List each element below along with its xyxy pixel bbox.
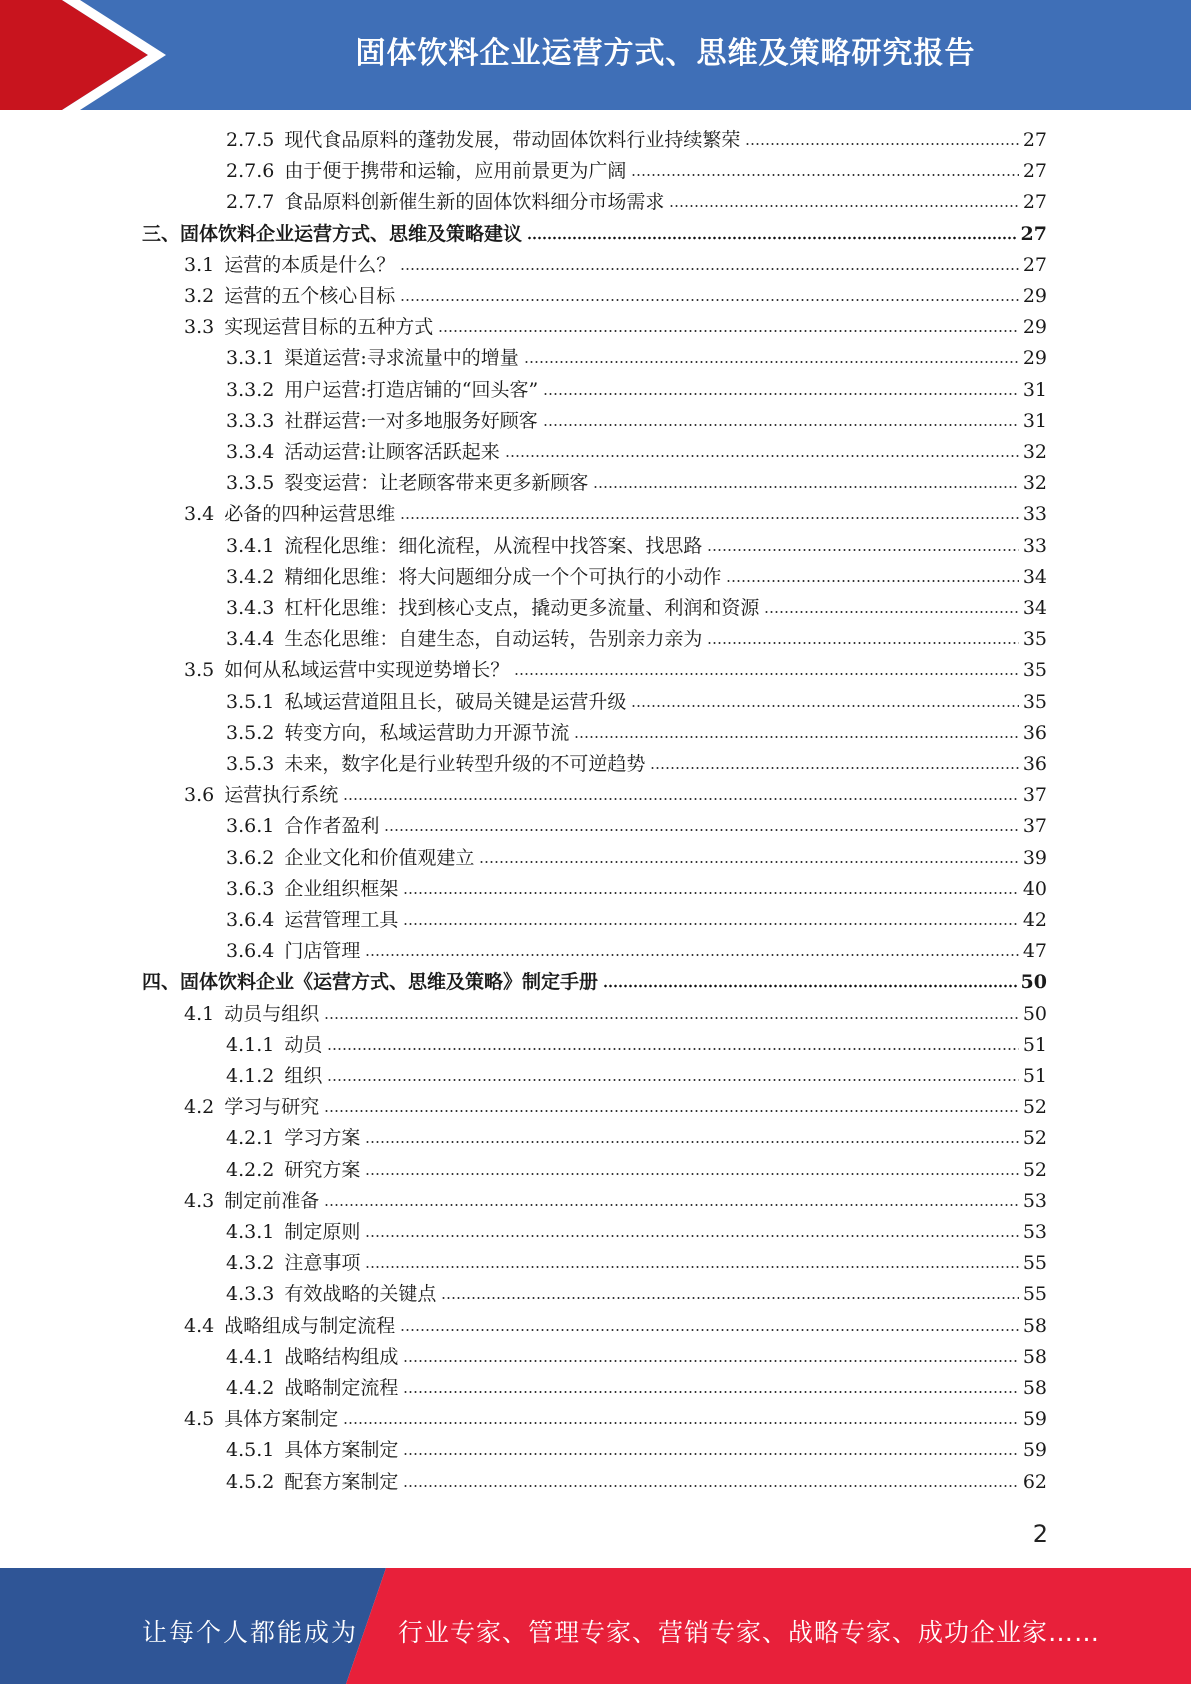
footer-roles: 行业专家、管理专家、营销专家、战略专家、成功企业家…… xyxy=(398,1618,1101,1647)
toc-entry[interactable] xyxy=(226,875,1047,903)
toc-entry-label xyxy=(142,220,525,248)
toc-entry-number: 3.6 xyxy=(184,784,215,807)
toc-entry-number: 4.2.1 xyxy=(226,1127,275,1150)
toc-entry-page: 52 xyxy=(1022,1127,1047,1150)
toc-entry-number: 3.6.4 xyxy=(226,940,275,963)
toc-entry-title: 研究方案 xyxy=(284,1158,361,1181)
toc-leader-dots xyxy=(324,1108,1019,1114)
page-footer xyxy=(0,1568,1191,1684)
toc-leader-dots xyxy=(365,1139,1018,1145)
toc-leader-dots xyxy=(343,796,1019,802)
toc-entry-page: 58 xyxy=(1022,1377,1047,1399)
toc-entry-title: 运营管理工具 xyxy=(284,909,399,931)
toc-entry-label xyxy=(226,688,629,716)
toc-entry[interactable] xyxy=(226,812,1047,840)
toc-entry-title: 制定原则 xyxy=(284,1221,361,1243)
toc-entry-number: 2.7.5 xyxy=(226,129,275,151)
toc-entry-page: 33 xyxy=(1022,534,1047,557)
toc-entry-label xyxy=(226,625,705,653)
toc-leader-dots xyxy=(403,1389,1018,1395)
toc-entry[interactable] xyxy=(226,188,1047,216)
toc-entry-title: 活动运营:让顾客活跃起来 xyxy=(284,441,500,463)
toc-entry-label xyxy=(226,906,401,934)
toc-entry-title: 裂变运营：让老顾客带来更多新顾客 xyxy=(284,472,589,495)
toc-entry-page: 29 xyxy=(1022,285,1047,307)
toc-entry-number: 4.5.1 xyxy=(226,1439,275,1462)
toc-entry-page: 39 xyxy=(1022,846,1047,869)
toc-entry-number: 4.4.2 xyxy=(226,1377,275,1399)
toc-entry-number: 3.4.3 xyxy=(226,597,275,619)
toc-entry-label xyxy=(226,812,382,840)
toc-entry[interactable] xyxy=(226,1031,1047,1059)
toc-entry-page: 59 xyxy=(1022,1408,1047,1431)
toc-entry[interactable] xyxy=(226,1156,1047,1184)
toc-entry-page: 35 xyxy=(1022,628,1047,651)
toc-entry-label xyxy=(226,1156,363,1184)
toc-leader-dots xyxy=(764,609,1018,615)
toc-entry[interactable] xyxy=(226,1374,1047,1402)
toc-entry-number: 3.5.1 xyxy=(226,690,275,713)
toc-leader-dots xyxy=(543,391,1019,397)
toc-entry-label xyxy=(226,126,743,154)
toc-leader-dots xyxy=(400,297,1019,303)
toc-entry-title: 转变方向，私域运营助力开源节流 xyxy=(284,721,570,744)
toc-entry-page: 36 xyxy=(1022,753,1047,775)
toc-leader-dots xyxy=(479,859,1018,865)
toc-leader-dots xyxy=(403,890,1018,896)
toc-entry-page: 35 xyxy=(1022,659,1047,682)
toc-entry-title: 精细化思维：将大问题细分成一个个可执行的小动作 xyxy=(284,565,722,588)
toc-entry-number: 4.5 xyxy=(184,1408,215,1431)
toc-entry-number: 3.3.1 xyxy=(226,347,275,370)
toc-leader-dots xyxy=(343,1420,1019,1426)
toc-entry-page: 52 xyxy=(1022,1096,1047,1119)
toc-entry-page: 53 xyxy=(1022,1189,1047,1212)
toc-leader-dots xyxy=(327,1046,1018,1052)
toc-leader-dots xyxy=(726,578,1018,584)
toc-entry-label xyxy=(184,1187,322,1215)
toc-leader-dots xyxy=(505,453,1019,459)
toc-entry[interactable] xyxy=(184,656,1047,684)
toc-leader-dots xyxy=(707,547,1018,553)
toc-entry-label xyxy=(226,875,401,903)
toc-leader-dots xyxy=(593,484,1018,490)
toc-entry[interactable] xyxy=(226,563,1047,591)
toc-entry-page: 51 xyxy=(1022,1065,1047,1087)
toc-entry-number: 4.3.1 xyxy=(226,1221,275,1243)
toc-entry-number: 4.2 xyxy=(184,1096,215,1119)
toc-entry-title: 实现运营目标的五种方式 xyxy=(224,316,434,339)
toc-entry-title: 具体方案制定 xyxy=(284,1439,399,1462)
toc-entry-title: 如何从私域运营中实现逆势增长？ xyxy=(224,659,510,682)
toc-entry[interactable] xyxy=(184,1405,1047,1433)
toc-entry-label xyxy=(184,656,512,684)
toc-entry[interactable] xyxy=(226,1249,1047,1277)
toc-entry-page: 37 xyxy=(1022,784,1047,807)
page-header xyxy=(0,0,1191,110)
toc-entry-label xyxy=(226,1436,401,1464)
toc-entry-title: 杠杆化思维：找到核心支点，撬动更多流量、利润和资源 xyxy=(284,597,760,619)
toc-entry-title: 门店管理 xyxy=(284,940,361,963)
toc-entry-title: 有效战略的关键点 xyxy=(284,1283,437,1306)
toc-entry-page: 32 xyxy=(1022,472,1047,495)
toc-entry-label xyxy=(226,157,629,185)
toc-entry-number: 3.5.2 xyxy=(226,721,275,744)
toc-entry-title: 动员与组织 xyxy=(224,1002,320,1025)
toc-entry-page: 33 xyxy=(1022,503,1047,526)
toc-leader-dots xyxy=(400,1327,1019,1333)
toc-entry[interactable] xyxy=(226,344,1047,372)
toc-entry[interactable] xyxy=(184,1000,1047,1028)
toc-entry-number: 3.5.3 xyxy=(226,753,275,775)
toc-entry-label xyxy=(226,344,522,372)
toc-entry[interactable] xyxy=(226,1468,1047,1496)
toc-entry[interactable] xyxy=(184,251,1047,279)
toc-entry-title: 运营的本质是什么？ xyxy=(224,253,396,276)
toc-entry-page: 55 xyxy=(1022,1283,1047,1306)
toc-entry-number: 3.6.3 xyxy=(226,877,275,900)
toc-entry-label xyxy=(226,1374,401,1402)
toc-leader-dots xyxy=(650,765,1018,771)
toc-leader-dots xyxy=(403,1451,1018,1457)
toc-entry-title: 生态化思维：自建生态，自动运转，告别亲力亲为 xyxy=(284,628,703,651)
toc-entry-number: 3.6.4 xyxy=(226,909,275,931)
toc-entry-page: 40 xyxy=(1022,877,1047,900)
toc-leader-dots xyxy=(631,172,1018,178)
toc-entry[interactable] xyxy=(226,1280,1047,1308)
toc-entry-title: 战略结构组成 xyxy=(284,1345,399,1368)
toc-entry-page: 47 xyxy=(1022,940,1047,963)
toc-entry-title: 未来，数字化是行业转型升级的不可逆趋势 xyxy=(284,753,646,775)
toc-leader-dots xyxy=(403,1483,1018,1489)
toc-entry[interactable] xyxy=(184,1187,1047,1215)
toc-entry-title: 配套方案制定 xyxy=(284,1470,399,1493)
toc-entry-page: 37 xyxy=(1022,815,1047,838)
toc-leader-dots xyxy=(403,921,1018,927)
toc-entry-number: 4.1.2 xyxy=(226,1065,275,1087)
toc-entry-page: 52 xyxy=(1022,1158,1047,1181)
toc-entry-label xyxy=(226,719,572,747)
toc-entry-title: 学习方案 xyxy=(284,1127,361,1150)
toc-leader-dots xyxy=(365,952,1018,958)
toc-leader-dots xyxy=(403,1358,1018,1364)
toc-leader-dots xyxy=(365,1233,1018,1239)
toc-entry-label xyxy=(184,500,398,528)
toc-entry-title: 学习与研究 xyxy=(224,1096,320,1119)
toc-entry-page: 62 xyxy=(1022,1470,1047,1493)
toc-entry[interactable] xyxy=(226,719,1047,747)
toc-leader-dots xyxy=(327,1077,1018,1083)
toc-entry[interactable] xyxy=(226,407,1047,435)
toc-entry-title: 企业组织框架 xyxy=(284,877,399,900)
toc-entry[interactable] xyxy=(226,469,1047,497)
toc-entry[interactable] xyxy=(226,594,1047,622)
toc-entry-title: 注意事项 xyxy=(284,1252,361,1275)
toc-entry-number: 4.4.1 xyxy=(226,1345,275,1368)
toc-entry-number: 3.5 xyxy=(184,659,215,682)
toc-entry[interactable] xyxy=(184,1312,1047,1340)
toc-leader-dots xyxy=(631,703,1018,709)
toc-entry-number: 4.3 xyxy=(184,1189,215,1212)
toc-entry-page: 51 xyxy=(1022,1033,1047,1056)
toc-entry-label xyxy=(226,376,541,404)
toc-leader-dots xyxy=(574,734,1018,740)
toc-leader-dots xyxy=(603,983,1017,989)
toc-entry[interactable] xyxy=(226,126,1047,154)
toc-entry-number: 4.5.2 xyxy=(226,1470,275,1493)
toc-entry-number: 3.6.2 xyxy=(226,846,275,869)
toc-leader-dots xyxy=(365,1171,1018,1177)
toc-entry-page: 55 xyxy=(1022,1252,1047,1275)
toc-entry[interactable] xyxy=(226,1436,1047,1464)
toc-entry-number: 3.4.4 xyxy=(226,628,275,651)
toc-entry-number: 2.7.7 xyxy=(226,191,275,214)
toc-entry-page: 59 xyxy=(1022,1439,1047,1462)
toc-entry-number: 3.2 xyxy=(184,285,215,307)
footer-slogan: 让每个人都能成为 xyxy=(142,1618,359,1647)
toc-entry[interactable] xyxy=(142,968,1047,996)
toc-entry-label xyxy=(184,781,341,809)
toc-entry-title: 动员 xyxy=(284,1033,323,1056)
toc-entry-page: 58 xyxy=(1022,1345,1047,1368)
toc-entry-page: 34 xyxy=(1022,565,1047,588)
toc-entry-label xyxy=(142,968,601,996)
toc-entry-label xyxy=(226,438,503,466)
toc-entry-number: 3.3.4 xyxy=(226,441,275,463)
toc-entry-label xyxy=(226,750,648,778)
toc-entry-title: 社群运营:一对多地服务好顾客 xyxy=(284,409,538,432)
toc-entry[interactable] xyxy=(226,1218,1047,1246)
toc-entry-page: 34 xyxy=(1022,597,1047,619)
toc-leader-dots xyxy=(514,671,1019,677)
toc-entry[interactable] xyxy=(226,625,1047,653)
header-red-arrow xyxy=(0,0,148,110)
toc-entry-page: 53 xyxy=(1022,1221,1047,1243)
toc-entry[interactable] xyxy=(226,157,1047,185)
toc-entry-page: 35 xyxy=(1022,690,1047,713)
page-number: 2 xyxy=(1032,1520,1048,1548)
toc-entry[interactable] xyxy=(226,532,1047,560)
toc-entry-label xyxy=(226,1124,363,1152)
toc-leader-dots xyxy=(745,141,1018,147)
toc-entry[interactable] xyxy=(226,688,1047,716)
toc-entry-title: 必备的四种运营思维 xyxy=(224,503,396,526)
toc-entry[interactable] xyxy=(226,376,1047,404)
toc-entry-number: 3.4.2 xyxy=(226,565,275,588)
toc-entry-number: 4.3.2 xyxy=(226,1252,275,1275)
toc-entry-label xyxy=(226,188,667,216)
toc-entry-title: 组织 xyxy=(284,1065,323,1087)
toc-entry-title: 现代食品原料的蓬勃发展，带动固体饮料行业持续繁荣 xyxy=(284,129,741,151)
toc-entry-number: 3.3.5 xyxy=(226,472,275,495)
toc-leader-dots xyxy=(400,515,1019,521)
toc-entry-page: 32 xyxy=(1022,441,1047,463)
toc-entry-title: 战略制定流程 xyxy=(284,1377,399,1399)
toc-entry-number: 3.3.2 xyxy=(226,378,275,401)
toc-entry-page: 31 xyxy=(1022,378,1047,401)
toc-entry-label xyxy=(226,1343,401,1371)
toc-leader-dots xyxy=(324,1202,1019,1208)
toc-entry[interactable] xyxy=(226,1343,1047,1371)
toc-leader-dots xyxy=(669,203,1018,209)
toc-entry-page: 27 xyxy=(1022,129,1047,151)
toc-entry[interactable] xyxy=(142,220,1047,248)
toc-entry-label xyxy=(226,1249,363,1277)
toc-entry-label xyxy=(184,1312,398,1340)
toc-entry-number: 3.3.3 xyxy=(226,409,275,432)
toc-entry-title: 运营的五个核心目标 xyxy=(224,285,396,307)
toc-leader-dots xyxy=(438,328,1019,334)
toc-entry-number: 3.4 xyxy=(184,503,215,526)
toc-entry[interactable] xyxy=(226,1124,1047,1152)
toc-entry-title: 食品原料创新催生新的固体饮料细分市场需求 xyxy=(284,191,665,214)
toc-entry[interactable] xyxy=(226,438,1047,466)
toc-entry-label xyxy=(226,844,477,872)
toc-entry-page: 27 xyxy=(1022,253,1047,276)
toc-entry-label xyxy=(226,532,705,560)
toc-entry-title: 用户运营:打造店铺的“回头客” xyxy=(284,378,539,401)
toc-entry[interactable] xyxy=(226,906,1047,934)
toc-entry-label xyxy=(226,563,724,591)
document-title: 固体饮料企业运营方式、思维及策略研究报告 xyxy=(355,36,976,71)
toc-entry-label xyxy=(184,282,398,310)
toc-entry-title: 四、固体饮料企业《运营方式、思维及策略》制定手册 xyxy=(142,971,599,994)
toc-entry-page: 31 xyxy=(1022,409,1047,432)
toc-entry-page: 27 xyxy=(1020,222,1047,245)
toc-entry-page: 50 xyxy=(1022,1002,1047,1025)
toc-entry[interactable] xyxy=(226,937,1047,965)
toc-entry-page: 58 xyxy=(1022,1314,1047,1337)
toc-entry-label xyxy=(184,1405,341,1433)
toc-entry-number: 4.1 xyxy=(184,1002,215,1025)
toc-entry[interactable] xyxy=(184,313,1047,341)
toc-entry-label xyxy=(226,1218,363,1246)
toc-entry-label xyxy=(226,937,363,965)
toc-entry-number: 4.4 xyxy=(184,1314,215,1337)
toc-entry-title: 流程化思维：细化流程，从流程中找答案、找思路 xyxy=(284,534,703,557)
toc-leader-dots xyxy=(324,1015,1019,1021)
toc-entry-title: 由于便于携带和运输，应用前景更为广阔 xyxy=(284,160,627,183)
toc-leader-dots xyxy=(400,266,1019,272)
toc-entry-page: 36 xyxy=(1022,721,1047,744)
toc-entry[interactable] xyxy=(226,750,1047,778)
toc-entry[interactable] xyxy=(184,1093,1047,1121)
toc-entry-label xyxy=(184,1093,322,1121)
toc-entry-page: 50 xyxy=(1020,971,1047,994)
toc-entry-label xyxy=(226,1280,439,1308)
toc-entry-page: 42 xyxy=(1022,909,1047,931)
toc-entry-label xyxy=(184,1000,322,1028)
toc-entry-label xyxy=(184,251,398,279)
toc-entry-page: 27 xyxy=(1022,191,1047,214)
toc-entry-page: 27 xyxy=(1022,160,1047,183)
toc-entry-title: 具体方案制定 xyxy=(224,1408,339,1431)
toc-leader-dots xyxy=(707,640,1018,646)
toc-entry-title: 三、固体饮料企业运营方式、思维及策略建议 xyxy=(142,222,523,245)
toc-entry-title: 渠道运营:寻求流量中的增量 xyxy=(284,347,519,370)
toc-entry-title: 企业文化和价值观建立 xyxy=(284,846,475,869)
toc-leader-dots xyxy=(527,235,1017,241)
toc-entry[interactable] xyxy=(184,282,1047,310)
toc-leader-dots xyxy=(384,827,1018,833)
toc-entry-label xyxy=(226,1062,325,1090)
toc-entry-number: 2.7.6 xyxy=(226,160,275,183)
toc-entry-label xyxy=(226,469,591,497)
toc-entry[interactable] xyxy=(184,500,1047,528)
toc-leader-dots xyxy=(543,422,1019,428)
toc-entry-title: 私域运营道阻且长，破局关键是运营升级 xyxy=(284,690,627,713)
toc-leader-dots xyxy=(441,1295,1018,1301)
toc-entry-label xyxy=(226,1031,325,1059)
toc-entry-page: 29 xyxy=(1022,316,1047,339)
toc-leader-dots xyxy=(365,1264,1018,1270)
toc-entry[interactable] xyxy=(184,781,1047,809)
toc-entry[interactable] xyxy=(226,844,1047,872)
toc-entry-label xyxy=(184,313,436,341)
toc-entry-title: 合作者盈利 xyxy=(284,815,380,838)
toc-entry-title: 运营执行系统 xyxy=(224,784,339,807)
toc-leader-dots xyxy=(524,359,1019,365)
toc-entry-label xyxy=(226,594,762,622)
toc-entry-number: 3.3 xyxy=(184,316,215,339)
toc-entry[interactable] xyxy=(226,1062,1047,1090)
toc-entry-number: 3.4.1 xyxy=(226,534,275,557)
toc-entry-label xyxy=(226,407,541,435)
toc-entry-number: 3.6.1 xyxy=(226,815,275,838)
toc-entry-page: 29 xyxy=(1022,347,1047,370)
toc-entry-number: 4.2.2 xyxy=(226,1158,275,1181)
toc-entry-title: 战略组成与制定流程 xyxy=(224,1314,396,1337)
toc-entry-number: 4.1.1 xyxy=(226,1033,275,1056)
toc-entry-title: 制定前准备 xyxy=(224,1189,320,1212)
toc-entry-number: 3.1 xyxy=(184,253,215,276)
toc-entry-label xyxy=(226,1468,401,1496)
toc-entry-number: 4.3.3 xyxy=(226,1283,275,1306)
